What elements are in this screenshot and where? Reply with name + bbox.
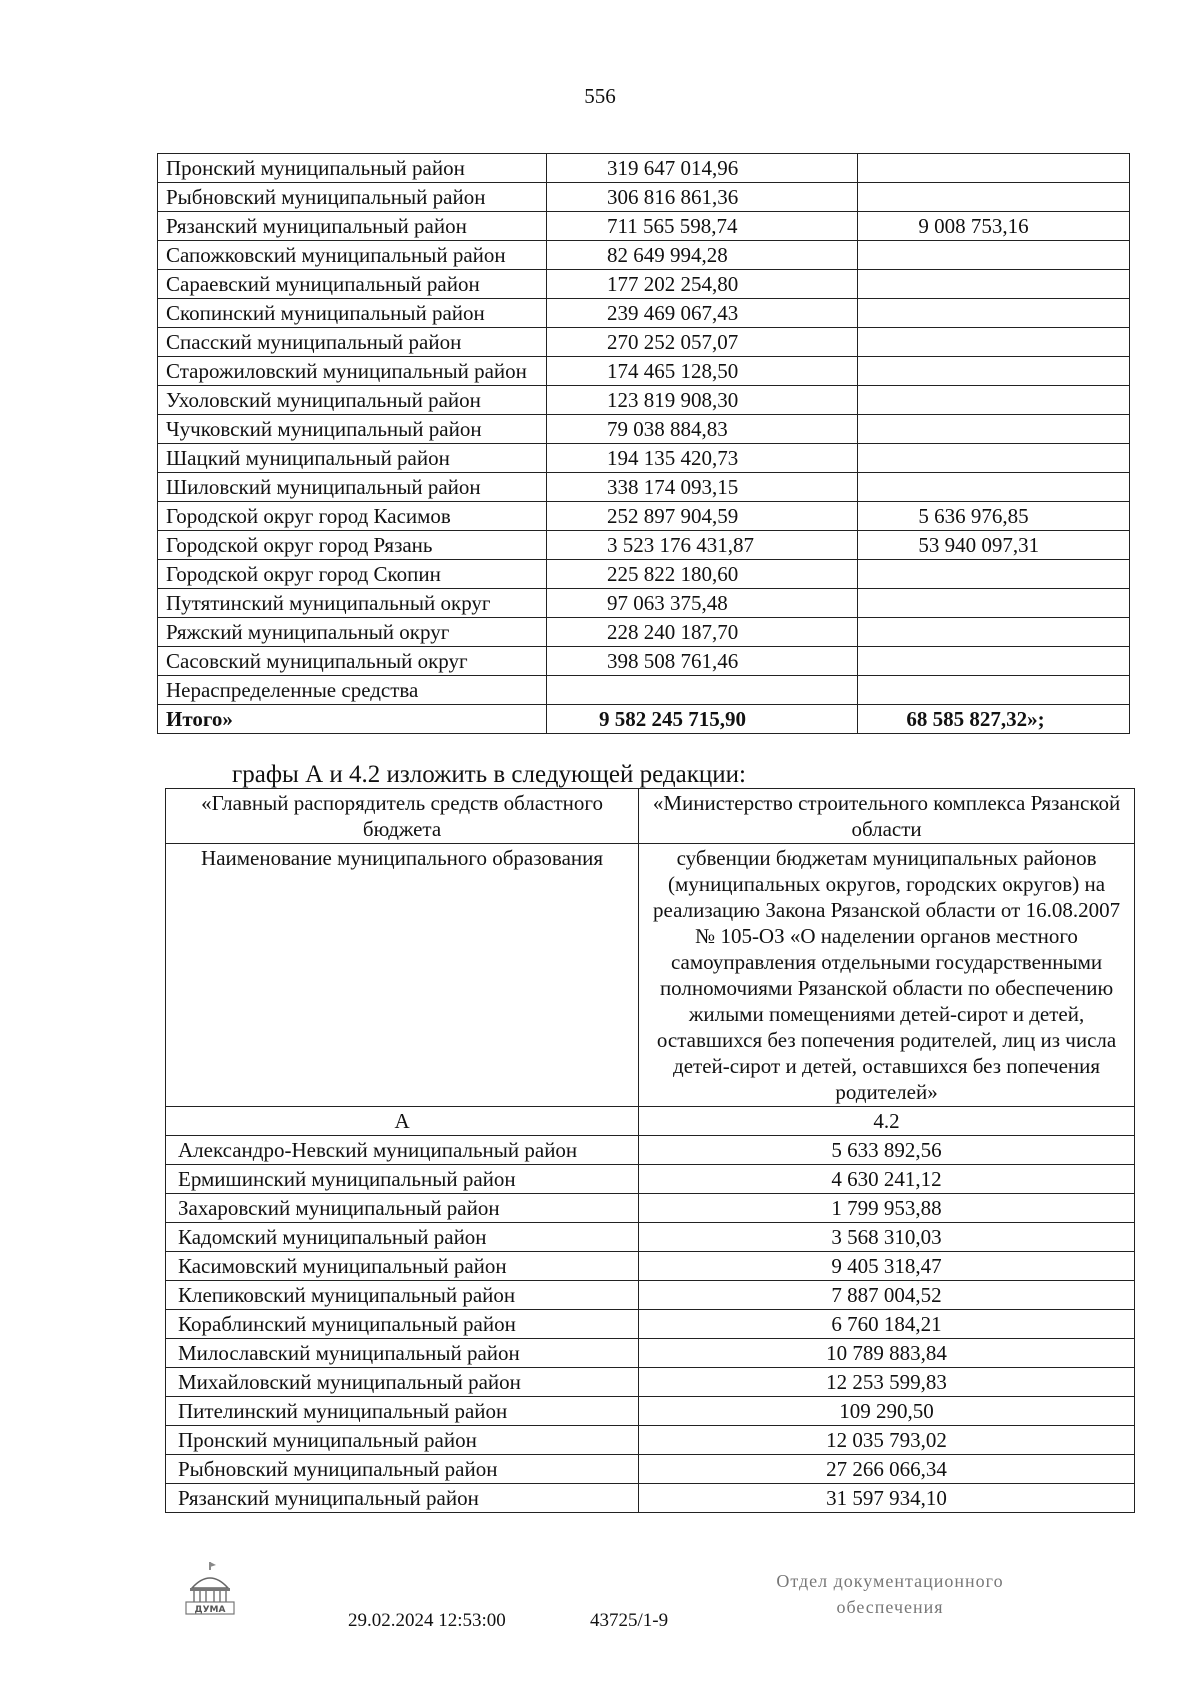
table1-row: [158, 299, 1130, 328]
table1-cell-name: Ряжский муниципальный округ: [158, 618, 547, 647]
table2-header-a: «Главный распорядитель средств областного бюджета: [166, 789, 639, 844]
table1-cell-name: Рыбновский муниципальный район: [158, 183, 547, 212]
table1-row: [158, 212, 1130, 241]
table2-row: [166, 1252, 1135, 1281]
table2-cell-value: 12 253 599,83: [639, 1368, 1135, 1397]
table1-cell-value2: [858, 154, 1130, 183]
table1-cell-value2: [858, 386, 1130, 415]
department-stamp: [740, 1568, 1040, 1620]
table1-cell-value1: 338 174 093,15: [546, 473, 857, 502]
table1-cell-name: Чучковский муниципальный район: [158, 415, 547, 444]
table1-cell-value1: 239 469 067,43: [546, 299, 857, 328]
table1-cell-value2: [858, 444, 1130, 473]
budget-table-2: [165, 788, 1135, 1513]
table2-column-b-label: 4.2: [639, 1107, 1135, 1136]
table1-cell-name: Шацкий муниципальный район: [158, 444, 547, 473]
table2-cell-value: 3 568 310,03: [639, 1223, 1135, 1252]
table2-row: [166, 1223, 1135, 1252]
table2-cell-name: Кадомский муниципальный район: [166, 1223, 639, 1252]
table1-cell-value2: [858, 647, 1130, 676]
table2-cell-name: Касимовский муниципальный район: [166, 1252, 639, 1281]
table2-cell-name: Милославский муниципальный район: [166, 1339, 639, 1368]
table1-row: [158, 386, 1130, 415]
table2-row: [166, 1136, 1135, 1165]
table1-cell-name: Спасский муниципальный район: [158, 328, 547, 357]
table2-cell-value: 27 266 066,34: [639, 1455, 1135, 1484]
table1-cell-value1: 3 523 176 431,87: [546, 531, 857, 560]
table2-cell-value: 31 597 934,10: [639, 1484, 1135, 1513]
table1-row: [158, 676, 1130, 705]
table2-row: [166, 1339, 1135, 1368]
table1-total-row: [158, 705, 1130, 734]
table2-cell-name: Рыбновский муниципальный район: [166, 1455, 639, 1484]
table2-cell-value: 109 290,50: [639, 1397, 1135, 1426]
table1-row: [158, 502, 1130, 531]
table2-cell-value: 6 760 184,21: [639, 1310, 1135, 1339]
table1-cell-value1: 9 582 245 715,90: [546, 705, 857, 734]
table1-row: [158, 270, 1130, 299]
table1-cell-name: Городской округ город Скопин: [158, 560, 547, 589]
table1-row: [158, 328, 1130, 357]
table1-cell-value2: 5 636 976,85: [858, 502, 1130, 531]
table1-cell-value2: [858, 589, 1130, 618]
table1-cell-value2: 9 008 753,16: [858, 212, 1130, 241]
table1-cell-name: Сараевский муниципальный район: [158, 270, 547, 299]
table2-cell-value: 10 789 883,84: [639, 1339, 1135, 1368]
table2-cell-name: Клепиковский муниципальный район: [166, 1281, 639, 1310]
table1-cell-value1: 177 202 254,80: [546, 270, 857, 299]
table1-cell-name: Путятинский муниципальный округ: [158, 589, 547, 618]
table1-cell-name: Рязанский муниципальный район: [158, 212, 547, 241]
table2-subheader-row: [166, 844, 1135, 1107]
table1-row: [158, 531, 1130, 560]
table1-cell-value2: [858, 241, 1130, 270]
svg-text:ДУМА: ДУМА: [194, 1605, 226, 1615]
table2-cell-value: 1 799 953,88: [639, 1194, 1135, 1223]
table1-cell-value2: [858, 328, 1130, 357]
table1-cell-name: Шиловский муниципальный район: [158, 473, 547, 502]
table2-cell-name: Пителинский муниципальный район: [166, 1397, 639, 1426]
table1-cell-value1: 82 649 994,28: [546, 241, 857, 270]
table1-cell-value1: 270 252 057,07: [546, 328, 857, 357]
table1-cell-value2: [858, 415, 1130, 444]
table2-row: [166, 1310, 1135, 1339]
duma-logo-icon: [180, 1560, 240, 1616]
table2-cell-name: Михайловский муниципальный район: [166, 1368, 639, 1397]
table2-row: [166, 1455, 1135, 1484]
table2-row: [166, 1484, 1135, 1513]
table2-subheader-b: субвенции бюджетам муниципальных районов (муниципальных округов, городских округов) на реализацию Закона Рязанской области от 16.08.2007 № 105-ОЗ «О наделении органов местного самоуправления отдельными государственными полномочиями Рязанской области по обеспечению жилыми помещениями детей-сирот и детей, оставшихся без попечения родителей, лиц из числа детей-сирот и детей, оставшихся без попечения родителей»: [639, 844, 1135, 1107]
table1-cell-value2: [858, 676, 1130, 705]
table1-cell-value1: 306 816 861,36: [546, 183, 857, 212]
table2-column-a-label: А: [166, 1107, 639, 1136]
table1-cell-name: Нераспределенные средства: [158, 676, 547, 705]
table1-row: [158, 415, 1130, 444]
table1-cell-name: Старожиловский муниципальный район: [158, 357, 547, 386]
table1-cell-name: Городской округ город Касимов: [158, 502, 547, 531]
table2-header-row: [166, 789, 1135, 844]
table1-cell-value1: 194 135 420,73: [546, 444, 857, 473]
table1-row: [158, 183, 1130, 212]
table2-cell-name: Захаровский муниципальный район: [166, 1194, 639, 1223]
table1-cell-name: Городской округ город Рязань: [158, 531, 547, 560]
table1-row: [158, 444, 1130, 473]
table1-cell-value1: 225 822 180,60: [546, 560, 857, 589]
table2-header-b: «Министерство строительного комплекса Рязанской области: [639, 789, 1135, 844]
table2-cell-name: Александро-Невский муниципальный район: [166, 1136, 639, 1165]
table1-cell-value2: [858, 560, 1130, 589]
table1-cell-value1: 398 508 761,46: [546, 647, 857, 676]
table1-cell-value1: 711 565 598,74: [546, 212, 857, 241]
table1-row: [158, 589, 1130, 618]
table2-cell-name: Рязанский муниципальный район: [166, 1484, 639, 1513]
table1-cell-value2: [858, 473, 1130, 502]
table2-cell-value: 7 887 004,52: [639, 1281, 1135, 1310]
table1-cell-value2: 68 585 827,32»;: [858, 705, 1130, 734]
table1-cell-value1: 123 819 908,30: [546, 386, 857, 415]
table2-row: [166, 1281, 1135, 1310]
table1-cell-name: Пронский муниципальный район: [158, 154, 547, 183]
table1-cell-value1: 174 465 128,50: [546, 357, 857, 386]
table2-row: [166, 1165, 1135, 1194]
table2-row: [166, 1368, 1135, 1397]
table1-cell-value1: 252 897 904,59: [546, 502, 857, 531]
table1-cell-value2: [858, 357, 1130, 386]
table1-cell-value1: 319 647 014,96: [546, 154, 857, 183]
table2-cell-value: 12 035 793,02: [639, 1426, 1135, 1455]
table1-row: [158, 647, 1130, 676]
table2-cell-name: Ермишинский муниципальный район: [166, 1165, 639, 1194]
table1-row: [158, 473, 1130, 502]
table1-cell-value2: [858, 183, 1130, 212]
footer-reg-number: 43725/1-9: [590, 1610, 669, 1631]
table2-cell-value: 5 633 892,56: [639, 1136, 1135, 1165]
intro-text: графы А и 4.2 изложить в следующей редакции:: [232, 761, 746, 788]
table1-cell-value1: 97 063 375,48: [546, 589, 857, 618]
table1-cell-name: Итого»: [158, 705, 547, 734]
table1-cell-value2: [858, 618, 1130, 647]
table2-cell-name: Пронский муниципальный район: [166, 1426, 639, 1455]
table2-subheader-a: Наименование муниципального образования: [166, 844, 639, 1107]
table1-row: [158, 154, 1130, 183]
table1-cell-name: Сасовский муниципальный округ: [158, 647, 547, 676]
table1-cell-name: Скопинский муниципальный район: [158, 299, 547, 328]
table1-cell-value1: [546, 676, 857, 705]
table1-cell-value1: 79 038 884,83: [546, 415, 857, 444]
page-number: 556: [584, 84, 616, 108]
table2-cell-value: 4 630 241,12: [639, 1165, 1135, 1194]
table1-cell-value1: 228 240 187,70: [546, 618, 857, 647]
table1-cell-value2: [858, 299, 1130, 328]
department-stamp-line2: обеспечения: [836, 1597, 944, 1617]
budget-table-1: [157, 153, 1130, 734]
table2-row: [166, 1194, 1135, 1223]
table1-row: [158, 618, 1130, 647]
table1-cell-value2: [858, 270, 1130, 299]
department-stamp-line1: Отдел документационного: [776, 1571, 1004, 1591]
table2-cell-value: 9 405 318,47: [639, 1252, 1135, 1281]
table2-row: [166, 1397, 1135, 1426]
table2-column-labels-row: [166, 1107, 1135, 1136]
table1-cell-value2: 53 940 097,31: [858, 531, 1130, 560]
footer-datetime: 29.02.2024 12:53:00: [348, 1610, 506, 1631]
table2-row: [166, 1426, 1135, 1455]
table1-row: [158, 560, 1130, 589]
table1-row: [158, 357, 1130, 386]
table1-row: [158, 241, 1130, 270]
table1-cell-name: Ухоловский муниципальный район: [158, 386, 547, 415]
table2-cell-name: Кораблинский муниципальный район: [166, 1310, 639, 1339]
table1-cell-name: Сапожковский муниципальный район: [158, 241, 547, 270]
